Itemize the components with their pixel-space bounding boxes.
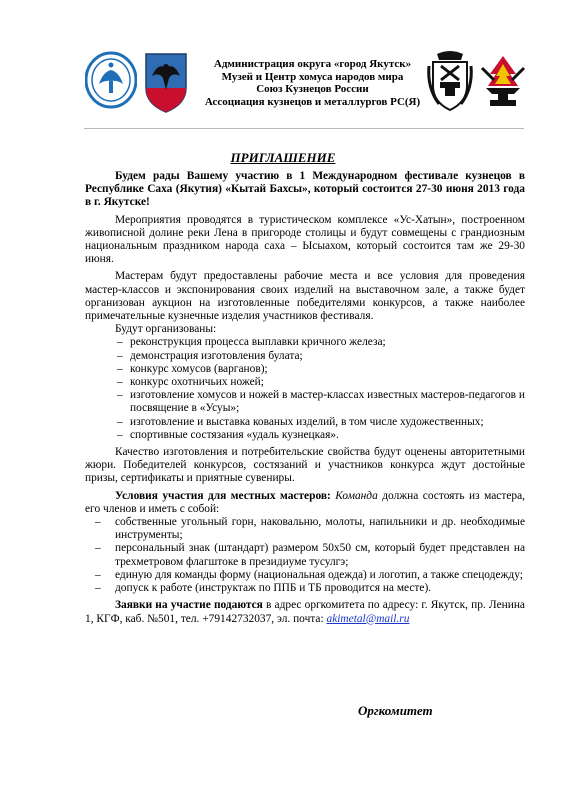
organized-label: Будут организованы: bbox=[115, 323, 217, 336]
conditions-list bbox=[85, 516, 525, 595]
jury-paragraph: Качество изготовления и потребительские свойства будут оценены авторитетными жюри. Победителей конкурсов, состязаний и участников конкурса ждут достойные призы, сертификаты и приятные сувениры. bbox=[85, 446, 525, 485]
list-item: – реконструкция процесса выплавки кричного железа; bbox=[117, 336, 386, 349]
list-item: – конкурс хомусов (варганов); bbox=[117, 362, 268, 375]
conditions-team: Команда bbox=[335, 489, 378, 502]
intro-paragraph: Будем рады Вашему участию в 1 Международном фестивале кузнецов в Республике Саха (Якутия) «Кытай Бахсы», который состоится 27-30 июня 2013 года в г. Якутске! bbox=[85, 170, 525, 209]
venue-paragraph: Мероприятия проводятся в туристическом комплексе «Ус-Хатын», построенном живописной долине реки Лена в пригороде столицы и будут совмещены с грандиозным национальным праздником народа саха – Ысыахом, который состоится там же 29-30 июня. bbox=[85, 213, 525, 266]
fire-anvil-logo bbox=[480, 54, 526, 110]
header-divider bbox=[84, 128, 524, 129]
letter-body bbox=[85, 170, 525, 626]
blacksmith-coat-of-arms-logo bbox=[425, 48, 475, 112]
applications-paragraph bbox=[85, 599, 525, 625]
organizer-line: Администрация округа «город Якутск» bbox=[213, 58, 412, 70]
list-item: – персональный знак (штандарт) размером 50х50 см, который будет представлен на трехметровом флагштоке в президиуме тусулгэ; bbox=[95, 542, 525, 568]
conditions-label: Условия участия для местных мастеров: bbox=[115, 489, 331, 502]
organized-list bbox=[85, 336, 525, 442]
masters-paragraph: Мастерам будут предоставлены рабочие места и все условия для проведения мастер-классов и экспонирования своих изделий на выставочном зале, а также будет организован аукцион на изготовленные победителями конкурсов, а также наиболее примечательные кузнечные изделия участников фестиваля. bbox=[85, 270, 525, 323]
list-item: – демонстрация изготовления булата; bbox=[117, 349, 303, 362]
letterhead bbox=[0, 40, 566, 130]
conditions-paragraph bbox=[85, 490, 525, 516]
organizer-line: Ассоциация кузнецов и металлургов РС(Я) bbox=[204, 95, 421, 108]
organizer-line: Музей и Центр хомуса народов мира bbox=[221, 70, 404, 83]
list-item: – спортивные состязания «удаль кузнецкая». bbox=[117, 428, 339, 441]
hand-emblem-logo bbox=[85, 50, 137, 110]
signature: Оргкомитет bbox=[358, 703, 433, 718]
list-item: – изготовление хомусов и ножей в мастер-классах известных мастеров-педагогов и посвящение в «Усуы»; bbox=[117, 389, 525, 415]
applications-label: Заявки на участие подаются bbox=[115, 599, 263, 612]
list-item: – допуск к работе (инструктаж по ППБ и ТБ проводится на месте). bbox=[95, 582, 432, 595]
list-item: – единую для команды форму (национальная одежда) и логотип, а также спецодежду; bbox=[95, 568, 523, 581]
list-item: – собственные угольный горн, наковальню, молоты, напильники и др. необходимые инструменты; bbox=[95, 516, 525, 542]
email-link[interactable]: akimetal@mail.ru bbox=[326, 612, 410, 625]
page-title: ПРИГЛАШЕНИЕ bbox=[230, 150, 336, 165]
list-item: – изготовление и выставка кованых изделий, в том числе художественных; bbox=[117, 415, 484, 428]
organizers-block bbox=[190, 58, 435, 108]
organizer-line: Союз Кузнецов России bbox=[256, 83, 369, 96]
applications-text: в адрес оргкомитета по адресу: г. Якутск, пр. Ленина 1, КГФ, каб. №501, тел. +79142732037, эл. почта: bbox=[85, 599, 525, 625]
eagle-crest-logo bbox=[142, 50, 190, 114]
conditions-text: должна состоять из мастера, его членов и иметь с собой: bbox=[85, 489, 525, 515]
list-item: – конкурс охотничьих ножей; bbox=[117, 376, 264, 389]
